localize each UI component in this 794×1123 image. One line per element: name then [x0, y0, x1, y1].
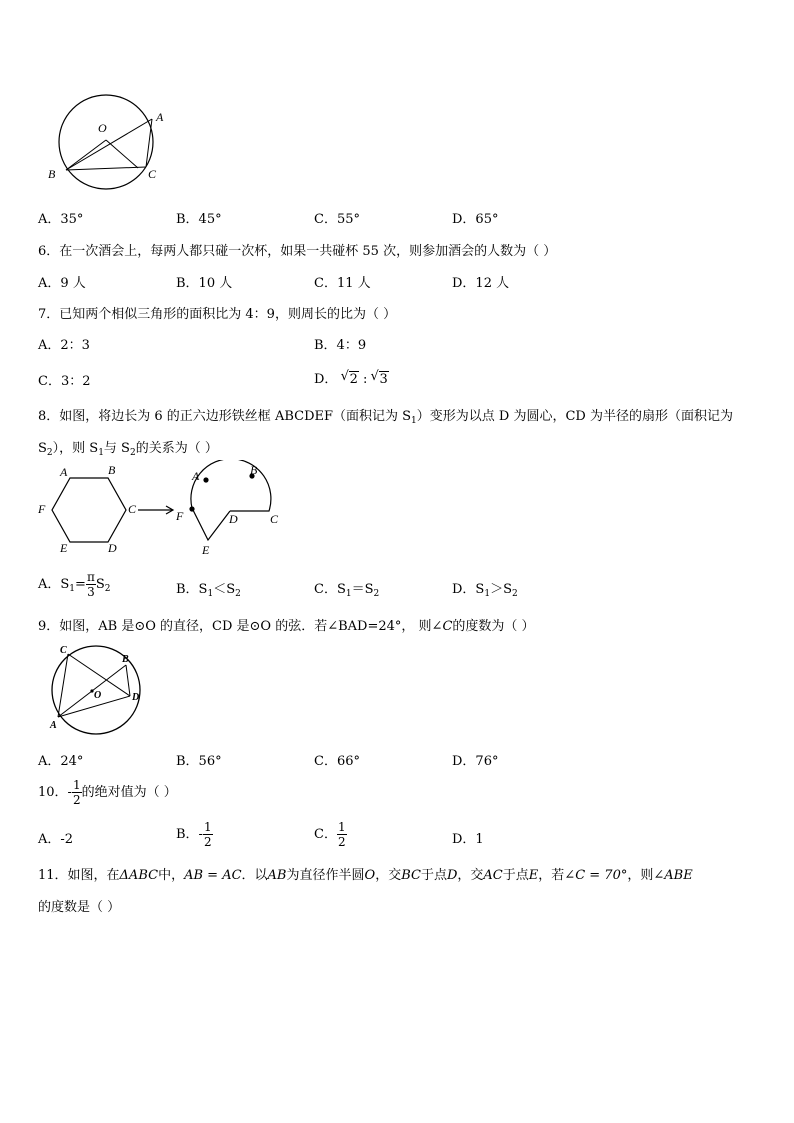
q11-segment-2: 中， — [158, 868, 185, 883]
q8-option-b[interactable] — [176, 578, 241, 599]
q6-option-d[interactable]: D．12 人 — [452, 276, 510, 291]
q9-label-C: C — [60, 645, 67, 656]
q8-figure — [34, 460, 294, 560]
q8-a-frac-den: 3 — [87, 585, 95, 599]
q8-d-rel: ＞S — [490, 582, 512, 597]
q9-circle-figure — [40, 640, 150, 740]
q7-option-b[interactable]: B．4：9 — [314, 338, 367, 353]
q10-option-b[interactable] — [176, 820, 213, 849]
q10-prefix: 10．- — [38, 785, 72, 800]
q10-b-frac-num: 1 — [203, 820, 212, 834]
q5-option-b[interactable]: B．45° — [176, 212, 222, 227]
q9-text-b: 的度数为（ ） — [452, 619, 535, 634]
q7-sqrt-2 — [349, 371, 359, 387]
q11-segment-18: ，则 — [627, 868, 654, 883]
q10-frac-num: 1 — [72, 778, 81, 792]
q9-text-var: C — [442, 619, 453, 634]
q10-b-prefix: B．- — [176, 827, 203, 842]
q8-a-sub2: 2 — [104, 584, 111, 594]
q7-text: 7．已知两个相似三角形的面积比为 4：9，则周长的比为（ ） — [38, 307, 397, 322]
q8-sector-label-D: D — [229, 512, 238, 526]
q11-segment-15: E — [528, 868, 539, 883]
q6-option-a[interactable]: A．9 人 — [38, 276, 86, 291]
q6-option-c[interactable]: C．11 人 — [314, 276, 371, 291]
q10-fraction — [72, 778, 82, 807]
q8-a-eq: = — [75, 577, 86, 592]
q9-option-c[interactable]: C．66° — [314, 754, 360, 769]
q8-c-sub2: 2 — [373, 589, 380, 599]
q8-a-s: A．S — [38, 577, 70, 592]
q10-b-fraction — [203, 820, 213, 849]
q8-d-sub2: 2 — [511, 589, 518, 599]
q5-option-a[interactable]: A．35° — [38, 212, 84, 227]
q8-sector-label-E: E — [202, 543, 210, 557]
q11-segment-3: AB = AC — [184, 868, 242, 883]
q8-hex-label-C: C — [128, 502, 137, 516]
q9-label-O: O — [94, 690, 102, 701]
q8-b-s: B．S — [176, 582, 208, 597]
q8-hex-label-A: A — [60, 465, 68, 479]
q6-text: 6．在一次酒会上，每两人都只碰一次杯，如果一共碰杯 55 次，则参加酒会的人数为（ ） — [38, 244, 557, 259]
q8-d-sub1: 1 — [484, 589, 491, 599]
q11-segment-16: ，若 — [538, 868, 565, 883]
q11-segment-19: ∠ABE — [653, 868, 693, 883]
q8-line2-sub2: 2 — [46, 448, 53, 458]
q10-option-a[interactable]: A．-2 — [38, 832, 74, 847]
q7-option-d[interactable] — [314, 368, 389, 387]
q11-segment-11: D — [446, 868, 458, 883]
q8-line2-sub1: 1 — [98, 448, 104, 458]
q11-text-line1 — [38, 864, 693, 883]
q8-b-sub1: 1 — [207, 589, 214, 599]
q11-segment-14: 于点 — [502, 868, 529, 883]
q8-line2-part-b: ），则 S — [52, 441, 99, 456]
q5-label-A: A — [156, 110, 164, 124]
q8-a-frac-num: π — [86, 570, 95, 584]
q11-segment-6: 为直径作半圆 — [286, 868, 365, 883]
q8-sub1: 1 — [411, 416, 417, 426]
q8-b-sub2: 2 — [235, 589, 241, 599]
q6-option-b[interactable]: B．10 人 — [176, 276, 233, 291]
q9-option-d[interactable]: D．76° — [452, 754, 499, 769]
q11-segment-4: ．以 — [241, 868, 268, 883]
q7-radicand-2: 2 — [349, 372, 358, 387]
q11-segment-5: AB — [267, 868, 287, 883]
q11-segment-17: ∠C = 70° — [564, 868, 628, 883]
q5-circle-figure — [44, 94, 174, 194]
q9-label-B: B — [122, 654, 129, 665]
q11-text-line2: 的度数是（ ） — [38, 900, 121, 915]
q8-a-sub1: 1 — [69, 584, 76, 594]
q8-c-rel: ＝S — [351, 582, 374, 597]
q8-line2-part-c: 与 S — [103, 441, 130, 456]
q10-frac-den: 2 — [72, 793, 81, 807]
q8-line2-sub2b: 2 — [129, 448, 136, 458]
q7-option-c[interactable]: C．3：2 — [38, 374, 91, 389]
q7-radicand-3: 3 — [379, 372, 388, 387]
q7-sqrt-3 — [379, 371, 389, 387]
q10-c-prefix: C． — [314, 827, 337, 842]
q8-text-line2 — [38, 437, 218, 458]
q9-label-A: A — [50, 720, 57, 731]
q8-d-s: D．S — [452, 582, 485, 597]
q9-text-a: 9．如图，AB 是⊙O 的直径，CD 是⊙O 的弦．若∠BAD=24°， 则∠ — [38, 619, 443, 634]
q10-c-frac-den: 2 — [337, 835, 346, 849]
q5-option-d[interactable]: D．65° — [452, 212, 499, 227]
q8-a-s2: S — [95, 577, 105, 592]
q11-segment-0: 11．如图，在 — [38, 868, 120, 883]
q10-c-frac-num: 1 — [337, 820, 346, 834]
q11-segment-12: ，交 — [457, 868, 484, 883]
q11-segment-13: AC — [483, 868, 503, 883]
q11-segment-10: 于点 — [420, 868, 447, 883]
q9-option-b[interactable]: B．56° — [176, 754, 222, 769]
q10-option-c[interactable] — [314, 820, 347, 849]
q8-line1-part-a: 8．如图，将边长为 6 的正六边形铁丝框 ABCDEF（面积记为 S — [38, 409, 412, 424]
q11-segment-7: O — [364, 868, 376, 883]
q8-hex-label-E: E — [60, 541, 68, 555]
q8-sector-label-C: C — [270, 512, 279, 526]
q9-text — [38, 615, 535, 634]
q7-colon: : — [363, 372, 368, 387]
q8-text-line1 — [38, 405, 733, 426]
q7-option-d-letter: D． — [314, 372, 338, 387]
q10-text — [38, 778, 177, 807]
q8-option-a[interactable] — [38, 570, 110, 599]
q8-c-sub1: 1 — [345, 589, 352, 599]
q10-c-fraction — [337, 820, 347, 849]
q8-hex-label-D: D — [108, 541, 117, 555]
q8-hex-label-F: F — [38, 502, 46, 516]
q8-option-d[interactable] — [452, 578, 518, 599]
q10-suffix: 的绝对值为（ ） — [81, 785, 177, 800]
q5-label-B: B — [48, 167, 56, 181]
q5-label-C: C — [148, 167, 157, 181]
q8-option-c[interactable] — [314, 578, 379, 599]
q11-segment-1: ΔABC — [119, 868, 159, 883]
q8-line1-part-b: ）变形为以点 D 为圆心，CD 为半径的扇形（面积记为 — [416, 409, 733, 424]
q5-label-O: O — [98, 121, 107, 135]
q10-b-frac-den: 2 — [203, 835, 212, 849]
q8-line2-s: S — [38, 441, 47, 456]
q8-sector-label-A: A — [192, 469, 200, 483]
q8-sector-label-B: B — [250, 463, 258, 477]
q10-option-d[interactable]: D．1 — [452, 832, 484, 847]
q8-hex-label-B: B — [108, 463, 116, 477]
q9-label-D: D — [132, 692, 140, 703]
q11-segment-9: BC — [401, 868, 421, 883]
q8-line2-part-d: 的关系为（ ） — [135, 441, 218, 456]
q8-c-s: C．S — [314, 582, 346, 597]
q8-sector-label-F: F — [176, 509, 184, 523]
q8-a-fraction — [86, 570, 96, 599]
q5-option-c[interactable]: C．55° — [314, 212, 360, 227]
q8-b-rel: ＜S — [213, 582, 236, 597]
q11-segment-8: ，交 — [375, 868, 402, 883]
q9-option-a[interactable]: A．24° — [38, 754, 84, 769]
q7-option-a[interactable]: A．2：3 — [38, 338, 90, 353]
